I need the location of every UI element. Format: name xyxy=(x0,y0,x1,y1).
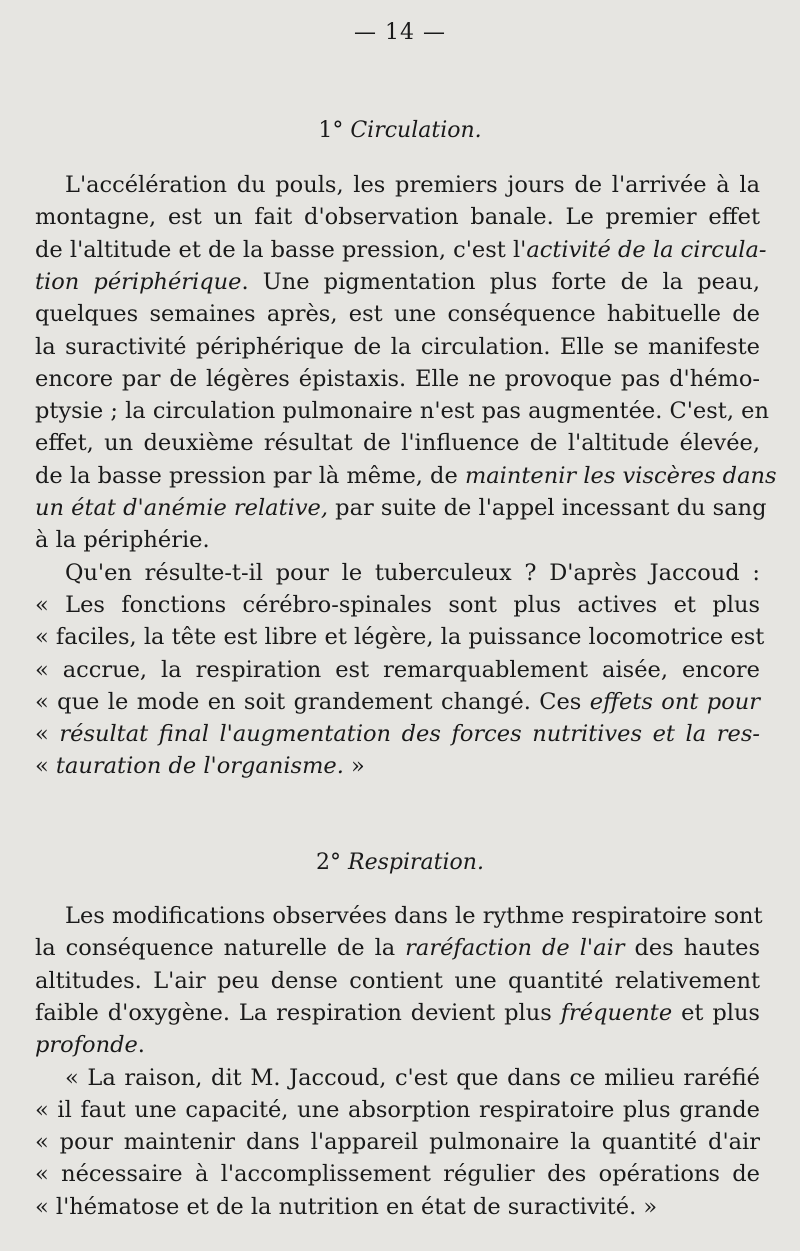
text-line xyxy=(35,1126,760,1158)
text-run: montagne, est un fait d'observation banale. Le premier effet xyxy=(35,204,760,231)
text-run: « xyxy=(35,721,60,748)
text-line xyxy=(35,654,760,686)
text-run: « pour maintenir dans l'appareil pulmonaire la quantité d'air xyxy=(35,1129,760,1156)
text-line xyxy=(35,686,760,718)
text-run: « il faut une capacité, une absorption respiratoire plus grande xyxy=(35,1096,760,1123)
text-run: » xyxy=(343,753,365,780)
heading-number: 2° xyxy=(316,850,342,875)
text-run: faible d'oxygène. La respiration devient plus xyxy=(35,999,561,1026)
text-line xyxy=(65,900,763,932)
text-run: à la périphérie. xyxy=(35,527,210,554)
text-line xyxy=(35,1191,760,1223)
heading-title: Circulation. xyxy=(350,118,482,143)
text-run: des hautes xyxy=(624,935,760,962)
italic-text: effets ont pour xyxy=(589,688,760,715)
text-line xyxy=(35,1158,760,1190)
italic-text: un état d'anémie relative, xyxy=(35,495,329,521)
text-line xyxy=(35,460,777,492)
heading-title: Respiration. xyxy=(348,850,484,875)
page-number: — 14 — xyxy=(354,20,446,45)
text-run: ptysie ; la circulation pulmonaire n'est pas augmentée. C'est, en xyxy=(35,398,769,425)
text-run: « l'hématose et de la nutrition en état de suractivité. » xyxy=(35,1193,658,1220)
text-run: « xyxy=(35,753,56,780)
text-run: « accrue, la respiration est remarquablement aisée, encore xyxy=(35,656,760,683)
text-run: . xyxy=(137,1032,145,1059)
text-run: effet, un deuxième résultat de l'influence de l'altitude élevée, xyxy=(35,430,760,457)
text-run: Les modifications observées dans le rythme respiratoire sont xyxy=(65,903,763,929)
text-line xyxy=(35,997,760,1029)
text-line xyxy=(35,234,767,266)
italic-text: raréfaction de l'air xyxy=(405,935,625,962)
section-heading-respiration xyxy=(0,850,800,875)
text-line xyxy=(35,524,760,556)
text-line xyxy=(35,266,760,298)
text-line xyxy=(35,492,767,524)
text-run: « nécessaire à l'accomplissement régulier des opérations de xyxy=(35,1161,760,1188)
text-run: Qu'en résulte-t-il pour le tuberculeux ? D'après Jaccoud : xyxy=(65,559,760,586)
text-line xyxy=(35,932,760,964)
text-run: encore par de légères épistaxis. Elle ne provoque pas d'hémo- xyxy=(35,365,760,392)
text-line xyxy=(35,331,760,363)
italic-text: maintenir les viscères dans xyxy=(464,462,777,489)
text-run: « faciles, la tête est libre et légère, la puissance locomotrice est xyxy=(35,624,765,651)
text-line xyxy=(65,169,760,201)
text-run: de la basse pression par là même, de xyxy=(35,462,465,489)
text-run: . Une pigmentation plus forte de la peau, xyxy=(241,268,761,295)
text-line xyxy=(35,1094,760,1126)
text-line xyxy=(35,718,760,750)
text-run: de l'altitude et de la basse pression, c'est l' xyxy=(35,236,527,263)
italic-text: fréquente xyxy=(560,999,673,1026)
text-run: altitudes. L'air peu dense contient une quantité relativement xyxy=(35,967,760,994)
text-line xyxy=(35,621,765,653)
text-run: la suractivité périphérique de la circulation. Elle se manifeste xyxy=(35,333,760,360)
text-run: par suite de l'appel incessant du sang xyxy=(328,495,767,521)
section-heading-circulation xyxy=(0,118,800,143)
text-run: « Les fonctions cérébro-spinales sont plus actives et plus xyxy=(35,591,760,618)
italic-text: résultat final l'augmentation des forces nutritives et la res- xyxy=(59,721,760,748)
italic-text: tauration de l'organisme. xyxy=(55,753,344,780)
italic-text: tion périphérique xyxy=(35,268,242,295)
text-run: quelques semaines après, est une conséquence habituelle de xyxy=(35,301,760,328)
text-line xyxy=(35,1029,760,1061)
text-line xyxy=(35,750,760,782)
italic-text: profonde xyxy=(35,1032,138,1059)
text-line xyxy=(35,298,760,330)
text-line xyxy=(35,201,760,233)
heading-number: 1° xyxy=(318,118,344,143)
text-run: la conséquence naturelle de la xyxy=(35,935,406,962)
text-run: « que le mode en soit grandement changé. Ces xyxy=(35,688,590,715)
text-line xyxy=(35,427,760,459)
text-run: et plus xyxy=(672,999,760,1026)
text-line xyxy=(65,557,760,589)
text-line xyxy=(35,363,760,395)
text-run: L'accélération du pouls, les premiers jours de l'arrivée à la xyxy=(65,172,760,198)
italic-text: activité de la circula- xyxy=(526,236,767,263)
text-line xyxy=(35,395,769,427)
text-run: « La raison, dit M. Jaccoud, c'est que dans ce milieu raréfié xyxy=(65,1064,760,1091)
text-line xyxy=(35,965,760,997)
text-line xyxy=(65,1062,760,1094)
text-line xyxy=(35,589,760,621)
